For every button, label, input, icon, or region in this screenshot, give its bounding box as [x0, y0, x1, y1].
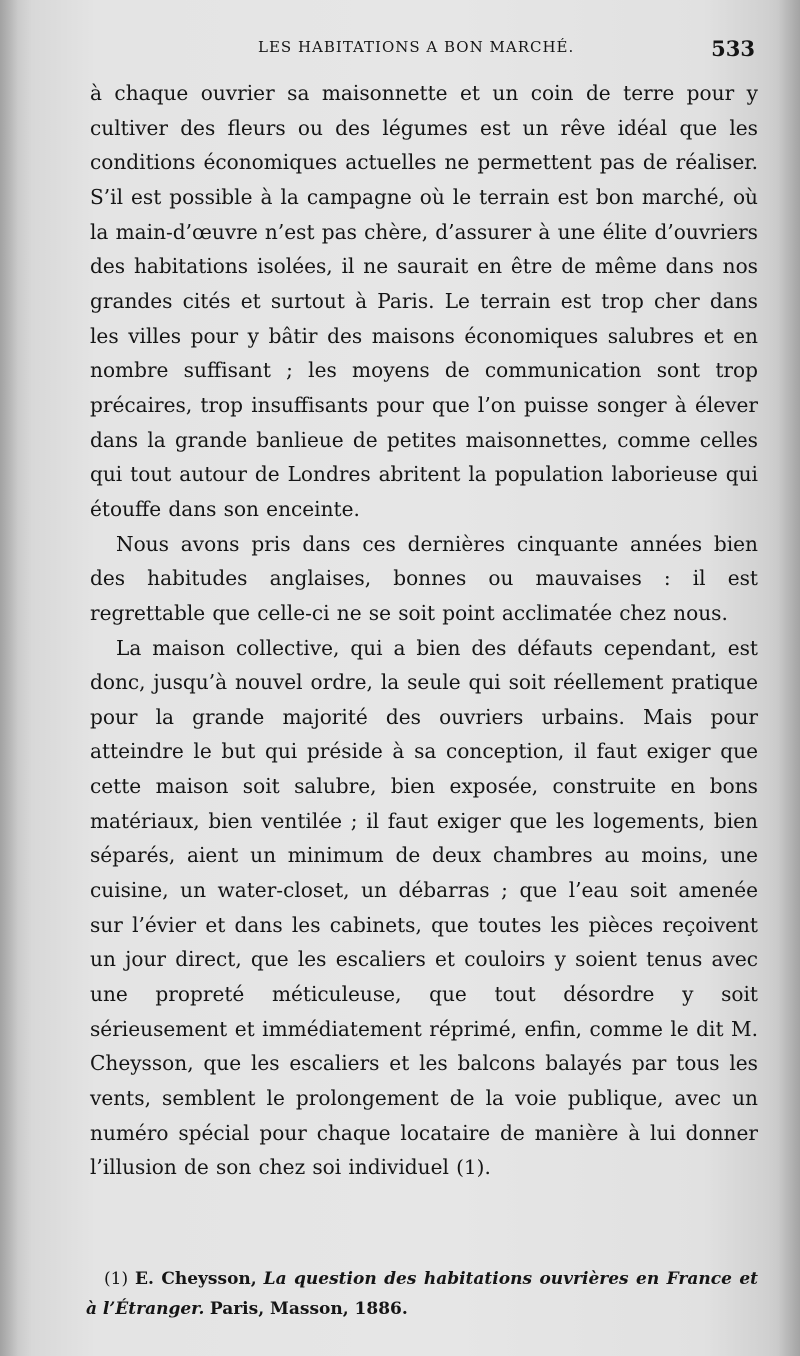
paragraph-3 — [90, 631, 758, 1186]
footnote-author: E. Cheysson, — [135, 1269, 257, 1289]
paragraph-1: à chaque ouvrier sa maisonnette et un coin de terre pour y cultiver des fleurs ou des légumes est un rêve idéal que les conditions économiques actuelles ne permettent pas de réaliser. S’il est possible à la campagne où le terrain est bon marché, où la main-d’œuvre n’est pas chère, d’assurer à une élite d’ouvriers des habitations isolées, il ne saurait en être de même dans nos grandes cités et surtout à Paris. Le terrain est trop cher dans les villes pour y bâtir des maisons économiques salubres et en nombre suffisant ; les moyens de communication sont trop précaires, trop insuffisants pour que l’on puisse songer à élever dans la grande banlieue de petites maisonnettes, comme celles qui tout autour de Londres abritent la population laborieuse qui étouffe dans son enceinte. — [90, 81, 758, 521]
footnote-label: (1) — [104, 1269, 129, 1289]
scan-left-shadow — [0, 0, 18, 1356]
running-title: LES HABITATIONS A BON MARCHÉ. — [258, 38, 575, 56]
paragraph-3-text: La maison collective, qui a bien des défauts cependant, est donc, jusqu’à nouvel ordre, la seule qui soit réellement pratique pour la grande majorité des ouvriers urbains. Mais pour atteindre le but qui préside à sa conception, il faut exiger que cette maison soit salubre, bien exposée, construite en bons matériaux, bien ventilée ; il faut exiger que les logements, bien séparés, aient un minimum de deux chambres au moins, une cuisine, un water-closet, un débarras ; que l’eau soit amenée sur l’évier et dans les cabinets, que toutes les pièces reçoivent un jour direct, que les escaliers et couloirs y soient tenus avec une propreté méticuleuse, que tout désordre y soit sérieusement et immédiatement réprimé, enfin, comme le dit M. Cheysson, que les escaliers et les balcons balayés par tous les vents, semblent le prolongement de la voie publique, avec un numéro spécial pour chaque locataire de manière à lui donner l’illusion de son chez soi individuel — [90, 635, 758, 1180]
footnote-publisher: Paris, Masson, 1886. — [209, 1299, 408, 1319]
footnote-reference: (1). — [456, 1155, 491, 1180]
page-number: 533 — [711, 36, 755, 61]
paragraph-2: Nous avons pris dans ces dernières cinquante années bien des habitudes anglaises, bonnes ou mauvaises : il est regrettable que celle-ci ne se soit point acclimatée chez nous. — [90, 531, 758, 625]
scan-right-shadow — [778, 0, 800, 1356]
page-header — [0, 38, 800, 68]
main-text — [90, 76, 758, 1185]
footnote-title: La question des habitations ouvrières en France et à l’Étranger. — [86, 1269, 759, 1319]
footnote — [86, 1264, 758, 1324]
